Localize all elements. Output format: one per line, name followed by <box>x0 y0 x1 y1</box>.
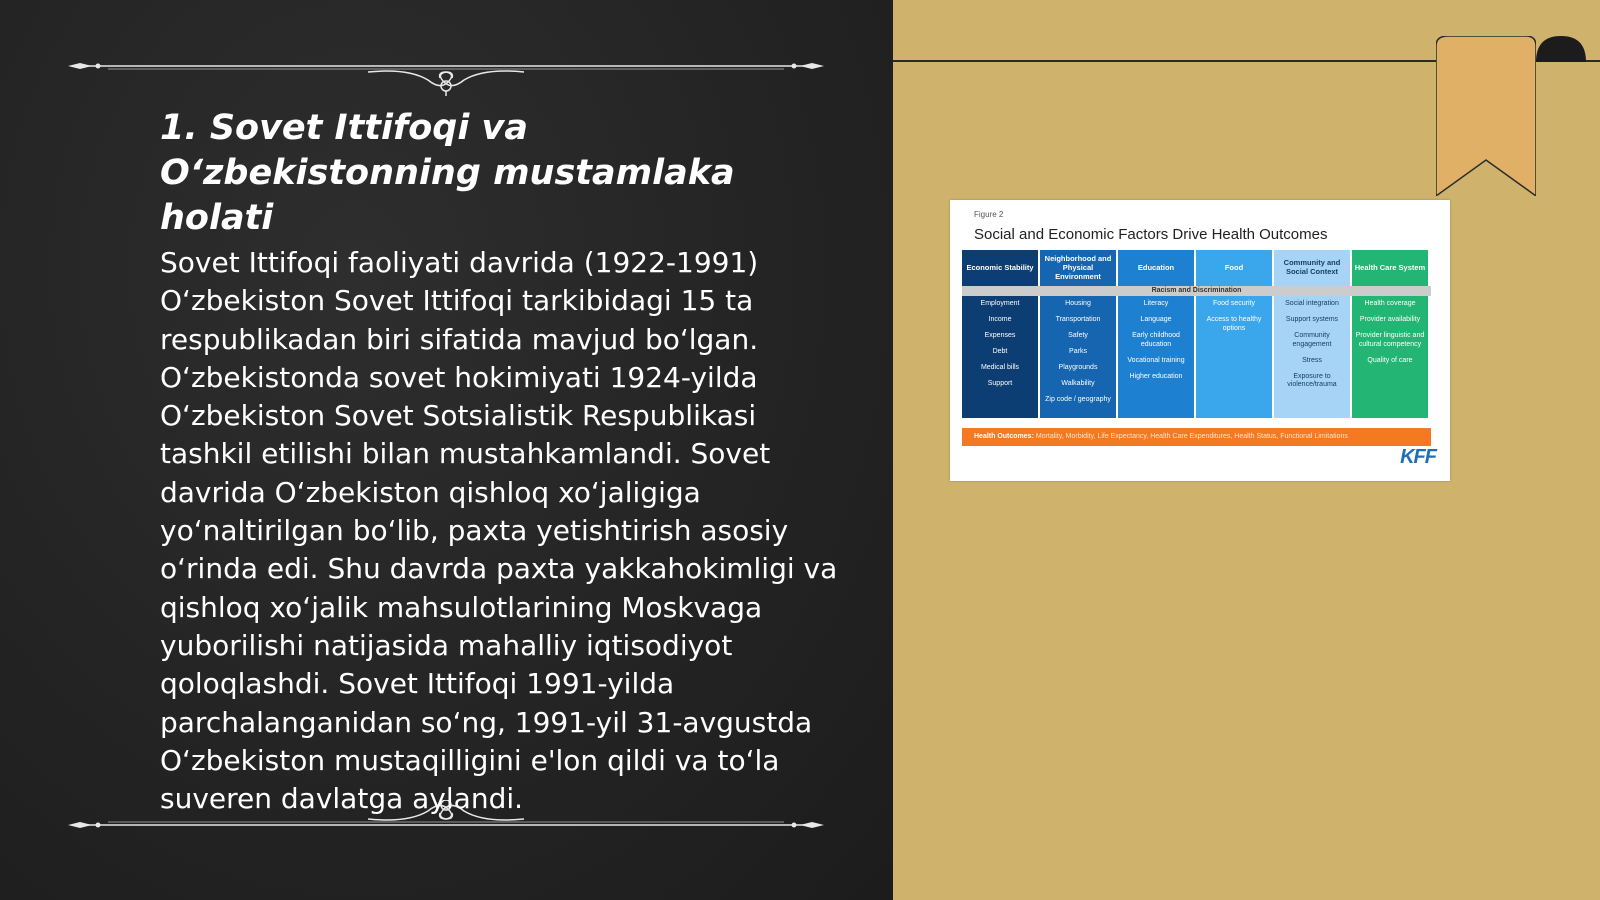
column-item: Quality of care <box>1367 356 1413 364</box>
column-item: Medical bills <box>980 364 1020 371</box>
figure-column <box>1352 250 1428 418</box>
column-header: Health Care System <box>1354 262 1426 272</box>
column-item: Vocational training <box>1127 356 1185 364</box>
column-item: Early childhood education <box>1132 332 1180 348</box>
figure-column <box>1118 250 1194 418</box>
column-item: Language <box>1140 316 1172 323</box>
column-item: Expenses <box>984 332 1016 339</box>
column-header: Economic Stability <box>966 262 1034 272</box>
column-header: Neighborhood and Physical Environment <box>1044 253 1112 281</box>
column-item: Provider linguistic and cultural competency <box>1355 332 1425 348</box>
figure-column <box>1196 250 1272 418</box>
kff-logo: KFF <box>1400 446 1436 468</box>
figure-label: Figure 2 <box>974 210 1004 219</box>
column-header: Education <box>1137 262 1175 272</box>
column-item: Income <box>988 316 1012 323</box>
slide-body-text: Sovet Ittifoqi faoliyati davrida (1922-1991) O‘zbekiston Sovet Ittifoqi tarkibidagi 15 ta respublikadan biri sifatida mavjud bo‘lgan. O‘zbekistonda sovet hokimiyati 1924-yilda O‘zbekiston Sovet Sotsialistik Respublikasi tashkil etilishi bilan mustahkamlandi. Sovet davrida O‘zbekiston qishloq xo‘jaligiga yo‘naltirilgan bo‘lib, paxta yetishtirish asosiy o‘rinda edi. Shu davrda paxta yakkahokimligi va qishloq xo‘jalik mahsulotlarining Moskvaga yuborilishi natijasida mahalliy iqtisodiyot qoloqlashdi. Sovet Ittifoqi 1991-yilda parchalanganidan so‘ng, 1991-yil 31-avgustda O‘zbekiston mustaqilligini e'lon qildi va to‘la suveren davlatga aylandi. <box>160 246 838 816</box>
column-item: Provider availability <box>1359 316 1421 323</box>
column-header: Food <box>1224 262 1244 272</box>
health-factors-figure <box>950 200 1450 481</box>
column-item: Support <box>987 380 1013 387</box>
column-item: Community engagement <box>1292 332 1332 348</box>
column-item: Food security <box>1212 300 1256 307</box>
column-item: Debt <box>992 348 1008 355</box>
column-items <box>1040 300 1116 412</box>
column-item: Stress <box>1302 356 1322 364</box>
column-item: Higher education <box>1129 372 1183 380</box>
column-items <box>1352 300 1428 373</box>
outcomes-text: Mortality, Morbidity, Life Expectancy, Health Care Expenditures, Health Status, Functional Limitations <box>1035 433 1348 440</box>
column-item: Support systems <box>1285 316 1339 323</box>
figure-column <box>1274 250 1350 418</box>
ribbon-fold <box>1536 36 1586 62</box>
column-item: Literacy <box>1143 300 1169 307</box>
column-item: Housing <box>1065 300 1091 307</box>
column-item: Walkability <box>1061 380 1095 387</box>
column-item: Safety <box>1068 332 1088 339</box>
bookmark-ribbon <box>1436 36 1536 196</box>
column-items <box>1274 300 1350 397</box>
column-item: Employment <box>980 300 1020 307</box>
column-item: Playgrounds <box>1058 364 1098 371</box>
column-items <box>1118 300 1194 389</box>
health-outcomes-bar <box>962 428 1431 446</box>
figure-banner: Racism and Discrimination <box>962 286 1431 296</box>
column-item: Exposure to violence/trauma <box>1287 372 1337 388</box>
column-item: Social integration <box>1285 300 1339 307</box>
outcomes-label: Health Outcomes: <box>974 433 1034 440</box>
column-items <box>1196 300 1272 341</box>
column-header: Community and Social Context <box>1283 258 1341 276</box>
column-item: Zip code / geography <box>1045 396 1111 403</box>
figure-column <box>962 250 1038 418</box>
slide-title: 1. Sovet Ittifoqi va O‘zbekistonning mustamlaka holati <box>160 108 735 238</box>
column-item: Transportation <box>1055 316 1101 323</box>
figure-column <box>1040 250 1116 418</box>
figure-title: Social and Economic Factors Drive Health Outcomes <box>974 226 1328 243</box>
column-item: Access to healthy options <box>1206 316 1262 332</box>
top-ornament <box>68 46 824 96</box>
column-items <box>962 300 1038 396</box>
column-item: Health coverage <box>1364 300 1416 307</box>
column-item: Parks <box>1069 348 1087 355</box>
